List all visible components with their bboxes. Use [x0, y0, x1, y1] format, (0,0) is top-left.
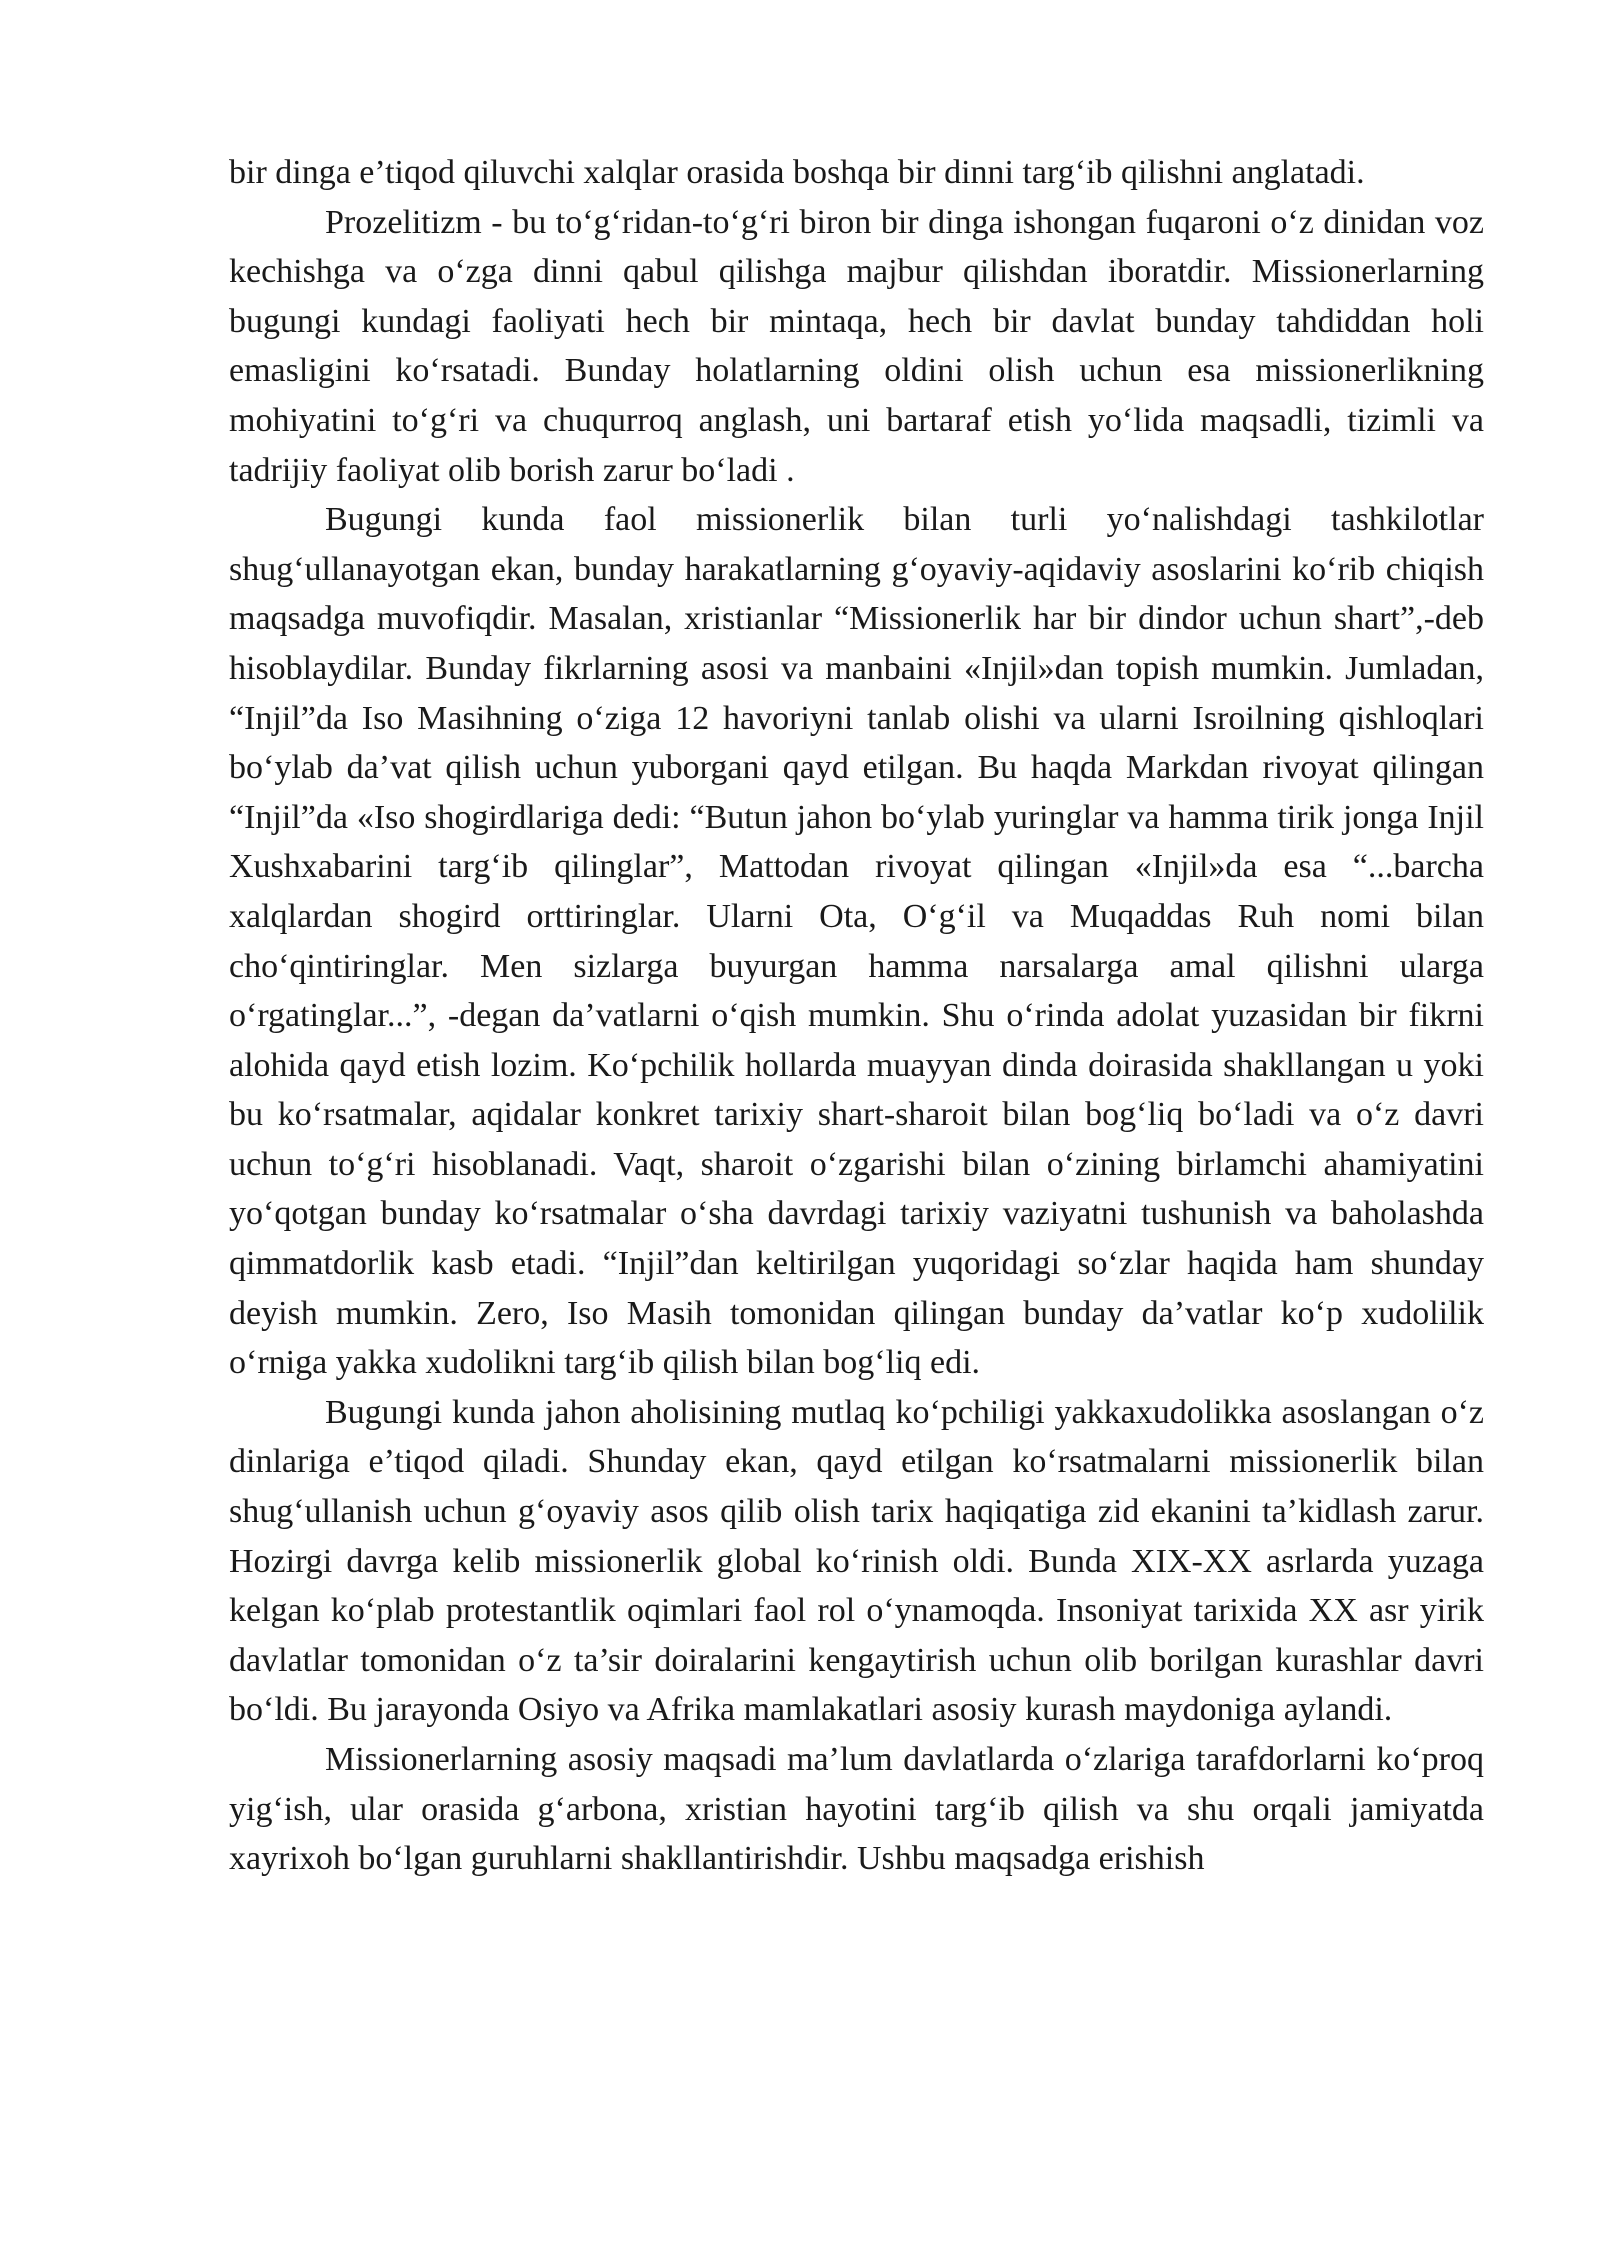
paragraph-3: Bugungi kunda faol missionerlik bilan turli yo‘nalishdagi tashkilotlar shug‘ullanayotgan ekan, bunday harakatlarning g‘oyaviy-aqidaviy asoslarini ko‘rib chiqish maqsadga muvofiqdir. Masalan, xristianlar “Missionerlik har bir dindor uchun shart”,-deb hisoblaydilar. Bunday fikrlarning asosi va manbaini «Injil»dan topish mumkin. Jumladan, “Injil”da Iso Masihning o‘ziga 12 havoriyni tanlab olishi va ularni Isroilning qishloqlari bo‘ylab da’vat qilish uchun yuborgani qayd etilgan. Bu haqda Markdan rivoyat qilingan “Injil”da «Iso shogirdlariga dedi: “Butun jahon bo‘ylab yuringlar va hamma tirik jonga Injil Xushxabarini targ‘ib qilinglar”, Mattodan rivoyat qilingan «Injil»da esa “...barcha xalqlardan shogird orttiringlar. Ularni Ota, O‘g‘il va Muqaddas Ruh nomi bilan cho‘qintiringlar. Men sizlarga buyurgan hamma narsalarga amal qilishni ularga o‘rgatinglar...”, -degan da’vatlarni o‘qish mumkin. Shu o‘rinda adolat yuzasidan bir fikrni alohida qayd etish lozim. Ko‘pchilik hollarda muayyan dinda doirasida shakllangan u yoki bu ko‘rsatmalar, aqidalar konkret tarixiy shart-sharoit bilan bog‘liq bo‘ladi va o‘z davri uchun to‘g‘ri hisoblanadi. Vaqt, sharoit o‘zgarishi bilan o‘zining birlamchi ahamiyatini yo‘qotgan bunday ko‘rsatmalar o‘sha davrdagi tarixiy vaziyatni tushunish va baholashda qimmatdorlik kasb etadi. “Injil”dan keltirilgan yuqoridagi so‘zlar haqida ham shunday deyish mumkin. Zero, Iso Masih tomonidan qilingan bunday da’vatlar ko‘p xudolilik o‘rniga yakka xudolikni targ‘ib qilish bilan bog‘liq edi. [229, 501, 1484, 1382]
paragraph-2: Prozelitizm - bu to‘g‘ridan-to‘g‘ri biron bir dinga ishongan fuqaroni o‘z dinidan voz kechishga va o‘zga dinni qabul qilishga majbur qilishdan iboratdir. Missionerlarning bugungi kundagi faoliyati hech bir mintaqa, hech bir davlat bunday tahdiddan holi emasligini ko‘rsatadi. Bunday holatlarning oldini olish uchun esa missionerlikning mohiyatini to‘g‘ri va chuqurroq anglash, uni bartaraf etish yo‘lida maqsadli, tizimli va tadrijiy faoliyat olib borish zarur bo‘ladi . [229, 203, 1484, 489]
document-page [229, 148, 1484, 1884]
paragraph-5: Missionerlarning asosiy maqsadi ma’lum davlatlarda o‘zlariga tarafdorlarni ko‘proq yig‘ish, ular orasida g‘arbona, xristian hayotini targ‘ib qilish va shu orqali jamiyatda xayrixoh bo‘lgan guruhlarni shakllantirishdir. Ushbu maqsadga erishish [229, 1741, 1484, 1878]
paragraph-4: Bugungi kunda jahon aholisining mutlaq ko‘pchiligi yakkaxudolikka asoslangan o‘z dinlariga e’tiqod qiladi. Shunday ekan, qayd etilgan ko‘rsatmalarni missionerlik bilan shug‘ullanish uchun g‘oyaviy asos qilib olish tarix haqiqatiga zid ekanini ta’kidlash zarur. Hozirgi davrga kelib missionerlik global ko‘rinish oldi. Bunda XIX-XX asrlarda yuzaga kelgan ko‘plab protestantlik oqimlari faol rol o‘ynamoqda. Insoniyat tarixida XX asr yirik davlatlar tomonidan o‘z ta’sir doiralarini kengaytirish uchun olib borilgan kurashlar davri bo‘ldi. Bu jarayonda Osiyo va Afrika mamlakatlari asosiy kurash maydoniga aylandi. [229, 1393, 1484, 1729]
paragraph-1: bir dinga e’tiqod qiluvchi xalqlar orasida boshqa bir dinni targ‘ib qilishni anglatadi. [229, 154, 1365, 191]
